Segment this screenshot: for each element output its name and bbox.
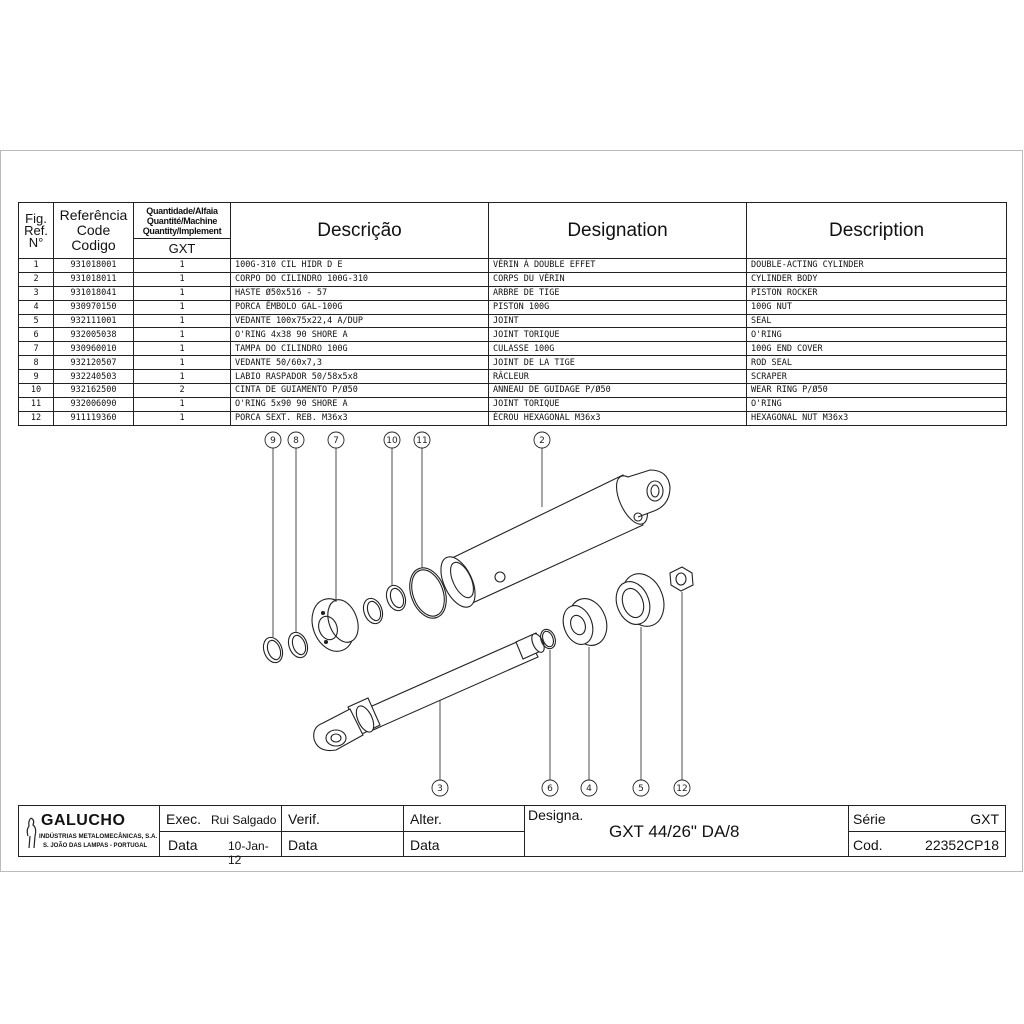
callout-7: 7 (333, 436, 339, 446)
header-ref-line-3: Codigo (71, 237, 116, 253)
row-quantity: 1 (134, 300, 231, 314)
row-description: SCRAPER (747, 370, 1007, 384)
callout-4: 4 (586, 784, 592, 794)
row-code: 932006090 (54, 397, 134, 411)
hex-nut-part (670, 567, 693, 591)
designation-cell (524, 805, 849, 857)
table-header-row (19, 203, 1007, 259)
header-fig-line-2: Ref. (24, 222, 48, 238)
row-quantity: 2 (134, 384, 231, 398)
callout-9: 9 (270, 436, 276, 446)
piston-rod-part (314, 632, 547, 751)
row-designation: ARBRE DE TIGE (489, 286, 747, 300)
header-reference (54, 203, 134, 259)
row-description: PISTON ROCKER (747, 286, 1007, 300)
callout-8: 8 (293, 436, 299, 446)
serie-label: Série (853, 811, 886, 827)
row-designation: JOINT TORIQUE (489, 397, 747, 411)
cod-value: 22352CP18 (925, 837, 999, 853)
row-description: HEXAGONAL NUT M36x3 (747, 411, 1007, 425)
row-description: O'RING (747, 397, 1007, 411)
header-quantity (134, 203, 231, 259)
exec-date-label: Data (168, 837, 198, 853)
designa-label: Designa. (528, 807, 584, 823)
table-row (19, 397, 1007, 411)
row-quantity: 1 (134, 397, 231, 411)
row-designation: PISTON 100G (489, 300, 747, 314)
title-block (18, 805, 1006, 867)
exec-date-cell (159, 831, 282, 867)
row-fig-ref: 2 (19, 272, 54, 286)
header-designation: Designation (489, 203, 747, 259)
cod-cell (848, 831, 1006, 857)
row-description: ROD SEAL (747, 356, 1007, 370)
header-qty-line-1: Quantidade/Alfaia (146, 205, 218, 216)
wear-ring-parts (360, 583, 409, 627)
row-code: 931018001 (54, 259, 134, 273)
row-designation: ÉCROU HEXAGONAL M36x3 (489, 411, 747, 425)
row-fig-ref: 8 (19, 356, 54, 370)
row-quantity: 1 (134, 411, 231, 425)
row-quantity: 1 (134, 259, 231, 273)
table-row (19, 286, 1007, 300)
exec-label: Exec. (166, 811, 202, 827)
header-ref-line-1: Referência (59, 207, 128, 223)
row-description: CYLINDER BODY (747, 272, 1007, 286)
row-fig-ref: 5 (19, 314, 54, 328)
table-row (19, 356, 1007, 370)
company-name: INDÚSTRIAS METALOMECÂNICAS, S.A. (39, 833, 158, 840)
row-quantity: 1 (134, 356, 231, 370)
row-code: 932005038 (54, 328, 134, 342)
verif-label: Verif. (288, 811, 320, 827)
exploded-view-drawing (18, 425, 1006, 805)
row-code: 911119360 (54, 411, 134, 425)
row-quantity: 1 (134, 342, 231, 356)
verif-date-label: Data (288, 837, 318, 853)
header-qty-model: GXT (134, 238, 230, 256)
alter-label: Alter. (410, 811, 442, 827)
row-quantity: 1 (134, 370, 231, 384)
row-designation: CULASSE 100G (489, 342, 747, 356)
row-fig-ref: 12 (19, 411, 54, 425)
callout-6: 6 (547, 784, 553, 794)
row-code: 930970150 (54, 300, 134, 314)
serie-cell (848, 805, 1006, 832)
row-descricao: PORCA SEXT. REB. M36x3 (231, 411, 489, 425)
row-description: SEAL (747, 314, 1007, 328)
header-fig-line-1: Fig. (25, 210, 47, 226)
row-designation: RÂCLEUR (489, 370, 747, 384)
row-descricao: TAMPA DO CILINDRO 100G (231, 342, 489, 356)
row-descricao: O'RING 4x38 90 SHORE A (231, 328, 489, 342)
header-qty-line-2: Quantité/Machine (146, 215, 218, 226)
row-quantity: 1 (134, 314, 231, 328)
table-row (19, 370, 1007, 384)
row-fig-ref: 6 (19, 328, 54, 342)
row-descricao: 100G-310 CIL HIDR D E (231, 259, 489, 273)
callout-2: 2 (539, 436, 545, 446)
company-location: S. JOÃO DAS LAMPAS - PORTUGAL (43, 843, 148, 849)
table-row (19, 384, 1007, 398)
piston-seal-part (610, 568, 671, 632)
row-code: 931018011 (54, 272, 134, 286)
header-descricao: Descrição (231, 203, 489, 259)
header-fig-ref (19, 203, 54, 259)
table-row (19, 411, 1007, 425)
row-designation: ANNEAU DE GUIDAGE P/Ø50 (489, 384, 747, 398)
header-fig-line-3: N° (28, 234, 44, 250)
row-designation: VÉRIN À DOUBLE EFFET (489, 259, 747, 273)
row-quantity: 1 (134, 286, 231, 300)
row-designation: JOINT TORIQUE (489, 328, 747, 342)
row-code: 932240503 (54, 370, 134, 384)
row-description: DOUBLE-ACTING CYLINDER (747, 259, 1007, 273)
header-ref-line-2: Code (76, 222, 111, 238)
verif-cell (281, 805, 404, 832)
row-description: WEAR RING P/Ø50 (747, 384, 1007, 398)
row-descricao: O'RING 5x90 90 SHORE A (231, 397, 489, 411)
header-description: Description (747, 203, 1007, 259)
table-row (19, 328, 1007, 342)
row-descricao: PORCA ÊMBOLO GAL-100G (231, 300, 489, 314)
row-code: 930960010 (54, 342, 134, 356)
cod-label: Cod. (853, 837, 883, 853)
logo-cell (18, 805, 160, 857)
table-row (19, 300, 1007, 314)
table-row (19, 314, 1007, 328)
row-code: 932111001 (54, 314, 134, 328)
row-description: 100G NUT (747, 300, 1007, 314)
designa-value: GXT 44/26" DA/8 (609, 822, 740, 841)
exec-date-value: 10-Jan-12 (228, 839, 269, 867)
row-fig-ref: 9 (19, 370, 54, 384)
callout-12: 12 (676, 784, 688, 794)
row-fig-ref: 1 (19, 259, 54, 273)
callout-3: 3 (437, 784, 443, 794)
exec-cell (159, 805, 282, 832)
row-quantity: 1 (134, 328, 231, 342)
table-row (19, 342, 1007, 356)
row-designation: CORPS DU VÉRIN (489, 272, 747, 286)
alter-date-label: Data (410, 837, 440, 853)
parts-table (18, 202, 1007, 426)
piston-nut-part (558, 593, 613, 650)
logo-text: GALUCHO (41, 812, 126, 829)
row-fig-ref: 10 (19, 384, 54, 398)
row-fig-ref: 11 (19, 397, 54, 411)
callout-10: 10 (386, 436, 398, 446)
row-fig-ref: 4 (19, 300, 54, 314)
galucho-rooster-logo-icon (23, 816, 39, 850)
row-descricao: LABIO RASPADOR 50/58x5x8 (231, 370, 489, 384)
serie-value: GXT (970, 811, 999, 827)
row-descricao: CINTA DE GUIAMENTO P/Ø50 (231, 384, 489, 398)
verif-date-cell (281, 831, 404, 857)
row-descricao: VEDANTE 50/60x7,3 (231, 356, 489, 370)
row-descricao: CORPO DO CILINDRO 100G-310 (231, 272, 489, 286)
row-code: 932120507 (54, 356, 134, 370)
row-fig-ref: 3 (19, 286, 54, 300)
row-designation: JOINT DE LA TIGE (489, 356, 747, 370)
row-descricao: VEDANTE 100x75x22,4 A/DUP (231, 314, 489, 328)
header-qty-line-3: Quantity/Implement (142, 225, 222, 236)
row-description: O'RING (747, 328, 1007, 342)
row-code: 932162500 (54, 384, 134, 398)
row-quantity: 1 (134, 272, 231, 286)
alter-cell (403, 805, 525, 832)
end-cover-part (305, 593, 364, 657)
row-fig-ref: 7 (19, 342, 54, 356)
table-row (19, 272, 1007, 286)
row-descricao: HASTE Ø50x516 - 57 (231, 286, 489, 300)
scraper-part (260, 635, 286, 666)
rod-seal-part (285, 630, 311, 661)
callout-11: 11 (416, 436, 428, 446)
row-designation: JOINT (489, 314, 747, 328)
row-code: 931018041 (54, 286, 134, 300)
row-description: 100G END COVER (747, 342, 1007, 356)
alter-date-cell (403, 831, 525, 857)
parts-table-body (19, 259, 1007, 426)
table-row (19, 259, 1007, 273)
exec-value: Rui Salgado (211, 813, 277, 827)
callout-5: 5 (638, 784, 644, 794)
